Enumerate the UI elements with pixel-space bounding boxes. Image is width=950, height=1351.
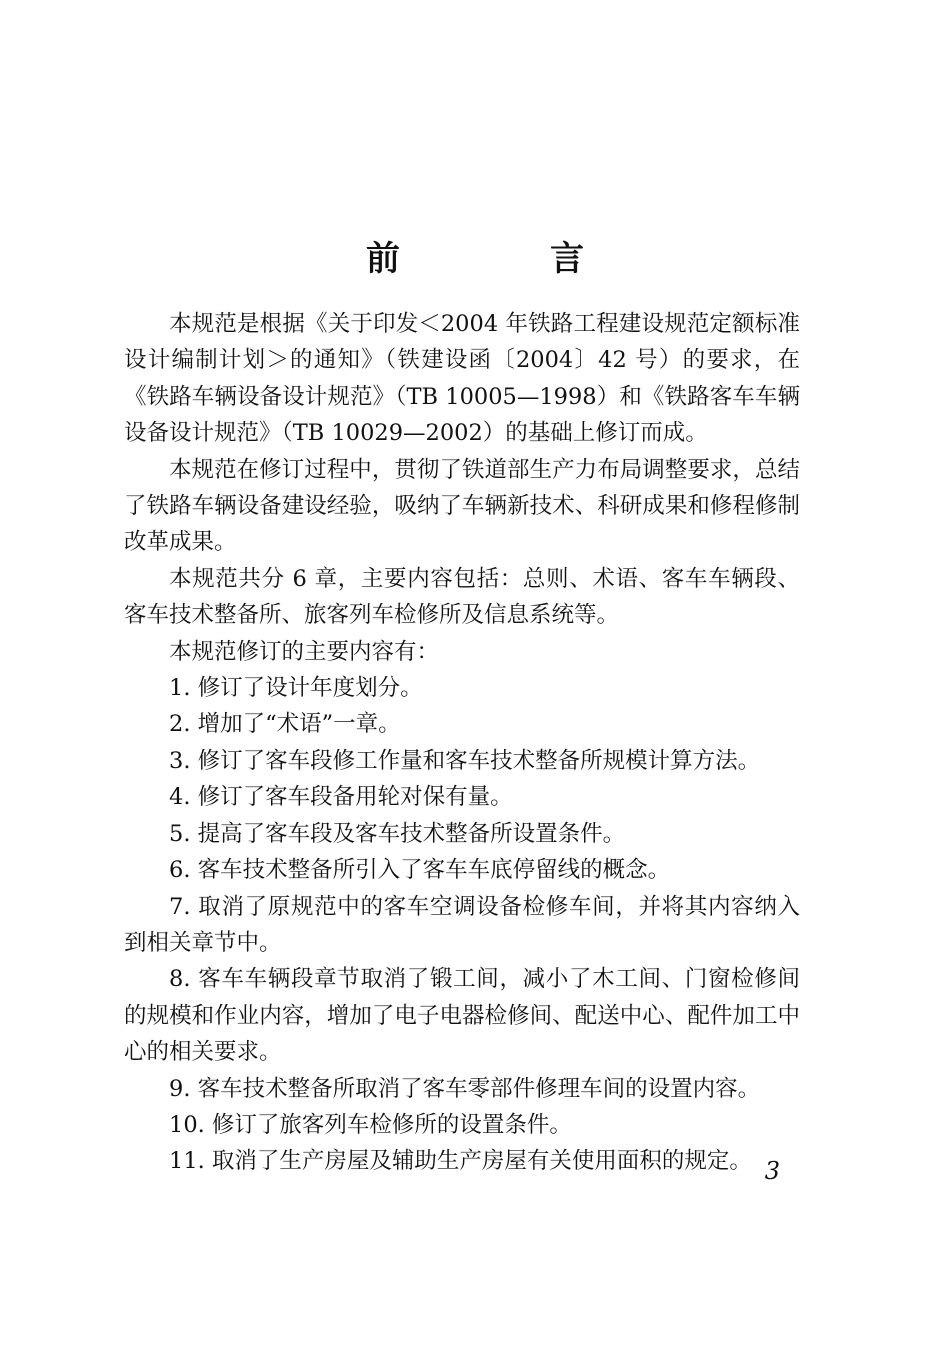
- paragraph-basis: 本规范是根据《关于印发＜2004 年铁路工程建设规范定额标准设计编制计划＞的通知》（铁建设函〔2004〕42 号）的要求，在《铁路车辆设备设计规范》（TB 10005—1998）和《铁路客车车辆设备设计规范》（TB 10029—2002）的基础上修订而成。: [124, 311, 800, 447]
- list-item-2: 2. 增加了“术语”一章。: [169, 711, 401, 738]
- list-item-11: 11. 取消了生产房屋及辅助生产房屋有关使用面积的规定。: [169, 1148, 752, 1175]
- list-item-1: 1. 修订了设计年度划分。: [169, 675, 423, 702]
- list-item-6: 6. 客车技术整备所引入了客车车底停留线的概念。: [169, 857, 671, 884]
- list-item-3: 3. 修订了客车段修工作量和客车技术整备所规模计算方法。: [169, 747, 761, 774]
- paragraph-revision-process: 本规范在修订过程中，贯彻了铁道部生产力布局调整要求，总结了铁路车辆设备建设经验，吸纳了车辆新技术、科研成果和修程修制改革成果。: [124, 456, 800, 556]
- page-title: 前 言: [366, 239, 642, 279]
- list-item-9: 9. 客车技术整备所取消了客车零部件修理车间的设置内容。: [169, 1075, 761, 1102]
- paragraph-chapters: 本规范共分 6 章，主要内容包括：总则、术语、客车车辆段、客车技术整备所、旅客列车检修所及信息系统等。: [124, 565, 800, 629]
- page-number: 3: [764, 1157, 780, 1185]
- list-item-8: 8. 客车车辆段章节取消了锻工间，减小了木工间、门窗检修间的规模和作业内容，增加了电子电器检修间、配送中心、配件加工中心的相关要求。: [124, 966, 800, 1066]
- list-item-7: 7. 取消了原规范中的客车空调设备检修车间，并将其内容纳入到相关章节中。: [124, 893, 800, 956]
- paragraph-main-content-intro: 本规范修订的主要内容有：: [169, 638, 440, 665]
- list-item-5: 5. 提高了客车段及客车技术整备所设置条件。: [169, 820, 626, 847]
- list-item-10: 10. 修订了旅客列车检修所的设置条件。: [169, 1111, 572, 1138]
- list-item-4: 4. 修订了客车段备用轮对保有量。: [169, 784, 513, 811]
- preface-body: [124, 306, 800, 1180]
